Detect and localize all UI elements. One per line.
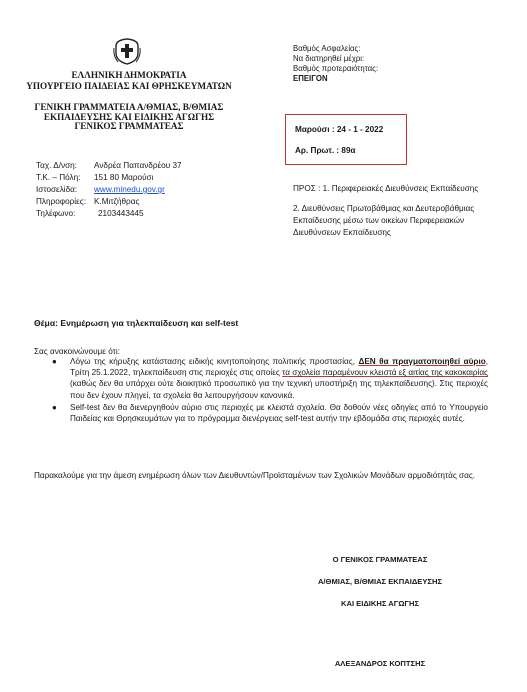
signature-block [280, 549, 480, 615]
contact-info [36, 160, 182, 220]
list-item [48, 356, 488, 401]
bullet2-text: Self-test δεν θα διενεργηθούν αύριο στις περιοχές με κλειστά σχολεία. Θα δοθούν νέες οδηγίες από το Υπουργείο Παιδείας και Θρησκευμάτων για το πρόγραμμα διενέργειας self-test αυτήν την εβδομάδα στις περιοχές αυτές. [70, 402, 488, 424]
bullet1-part-e: (καθώς δεν θα υπάρχει ούτε διοικητικό προσωπικό για την τεχνική υποστήριξη της τηλεκπαίδευσης). Στις περιοχές που δεν έχουν πληγεί, τα σχολεία θα λειτουργήσουν κανονικά. [70, 379, 488, 400]
contact-label: Πληροφορίες: [36, 197, 86, 206]
contact-value: 2103443445 [98, 209, 144, 218]
reference-box [285, 114, 407, 165]
security-level-label: Βαθμός Ασφαλείας: [293, 44, 361, 53]
contact-row-city [36, 172, 182, 184]
signer-name: ΑΛΕΞΑΝΔΡΟΣ ΚΟΠΤΣΗΣ [334, 659, 426, 668]
classification-block [293, 44, 378, 84]
signature-line: ΚΑΙ ΕΙΔΙΚΗΣ ΑΓΩΓΗΣ [340, 599, 420, 608]
secretariat-line: ΓΕΝΙΚΗ ΓΡΑΜΜΑΤΕΙΑ Α/ΘΜΙΑΣ, Β/ΘΜΙΑΣ [34, 102, 224, 112]
contact-label: Τηλέφωνο: [36, 209, 76, 218]
bullet-dot-icon: ● [52, 357, 57, 366]
secretariat-title [24, 103, 234, 132]
retention-label: Να διατηρηθεί μέχρι: [293, 54, 365, 63]
recipient-1: ΠΡΟΣ : 1. Περιφερειακές Διευθύνσεις Εκπαίδευσης [293, 184, 479, 193]
protocol-number: Αρ. Πρωτ. : 89α [295, 146, 356, 155]
signature-line: Ο ΓΕΝΙΚΟΣ ΓΡΑΜΜΑΤΕΑΣ [332, 555, 428, 564]
signature-line: Α/ΘΜΙΑΣ, Β/ΘΜΙΑΣ ΕΚΠΑΙΔΕΥΣΗΣ [317, 577, 443, 586]
subject-line: Θέμα: Ενημέρωση για τηλεκπαίδευση και self-test [34, 318, 239, 328]
contact-label: Ιστοσελίδα: [36, 185, 78, 194]
ministry-title-line: ΕΛΛΗΝΙΚΗ ΔΗΜΟΚΡΑΤΙΑ [71, 70, 187, 80]
secretariat-line: ΕΚΠΑΙΔΕΥΣΗΣ ΚΑΙ ΕΙΔΙΚΗΣ ΑΓΩΓΗΣ [43, 111, 215, 122]
contact-row-info [36, 196, 182, 208]
list-item [48, 402, 488, 424]
intro-text: Σας ανακοινώνουμε ότι: [34, 347, 120, 356]
bullet1-part-d: τα σχολεία παραμένουν κλειστά εξ αιτίας της κακοκαιρίας [282, 368, 488, 378]
bullet-dot-icon: ● [52, 402, 57, 412]
website-link[interactable]: www.minedu.gov.gr [94, 185, 165, 194]
document-date: Μαρούσι : 24 - 1 - 2022 [295, 125, 384, 134]
ministry-title [24, 70, 234, 91]
bullet1-part-c: , Τρίτη 25.1.2022, τηλεκπαίδευση στις περιοχές στις οποίες [70, 357, 488, 378]
recipients-block [293, 183, 493, 247]
contact-row-address [36, 160, 182, 172]
contact-value: 151 80 Μαρούσι [94, 173, 154, 182]
contact-label: Ταχ. Δ/νση: [36, 161, 77, 170]
contact-value: Ανδρέα Παπανδρέου 37 [94, 161, 182, 170]
announcement-list [48, 356, 488, 425]
recipient-2: 2. Διευθύνσεις Πρωτοβάθμιας και Δευτεροβάθμιας Εκπαίδευσης μέσω των οικείων Περιφερειακών Διευθύνσεων Εκπαίδευσης [293, 204, 475, 237]
priority-value: ΕΠΕΙΓΟΝ [293, 74, 328, 83]
bullet1-part-a: Λόγω της κήρυξης κατάστασης ειδικής κινητοποίησης πολιτικής προστασίας, [70, 357, 359, 366]
contact-value: Κ.Μιτζήθρας [94, 197, 140, 206]
closing-paragraph: Παρακαλούμε για την άμεση ενημέρωση όλων των Διευθυντών/Προϊσταμένων των Σχολικών Μονάδων αρμοδιότητάς σας. [34, 471, 476, 480]
contact-row-phone [36, 208, 182, 220]
contact-label: Τ.Κ. – Πόλη: [36, 173, 81, 182]
priority-level-label: Βαθμός προτεραιότητας: [293, 64, 379, 73]
ministry-title-line: ΥΠΟΥΡΓΕΙΟ ΠΑΙΔΕΙΑΣ ΚΑΙ ΘΡΗΣΚΕΥΜΑΤΩΝ [26, 80, 232, 91]
contact-row-website [36, 184, 182, 196]
greek-coat-of-arms-icon [112, 36, 142, 66]
bullet1-part-b: ΔΕΝ θα πραγματοποιηθεί αύριο [358, 357, 486, 366]
secretariat-line: ΓΕΝΙΚΟΣ ΓΡΑΜΜΑΤΕΑΣ [74, 121, 184, 131]
